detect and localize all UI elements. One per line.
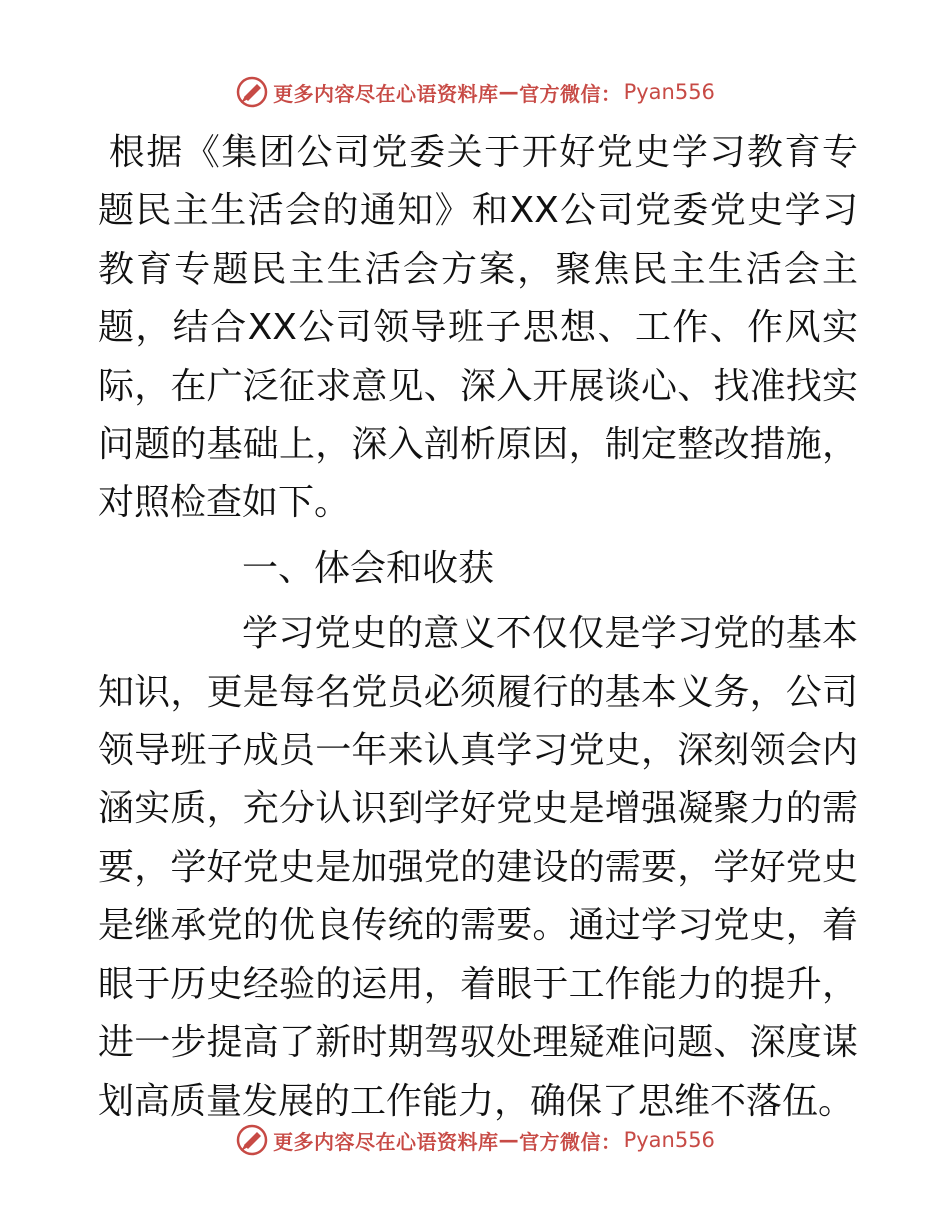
- watermark-dash: —: [498, 80, 520, 104]
- document-body: [98, 124, 858, 1131]
- watermark-wechat-label: 官方微信：: [519, 1129, 622, 1154]
- intro-paragraph: 根据《集团公司党委关于开好党史学习教育专题民主生活会的通知》和XX公司党委党史学习教育专题民主生活会方案，聚焦民主生活会主题，结合XX公司领导班子思想、工作、作风实际，在广泛征求意见、深入开展谈心、找准找实问题的基础上，深入剖析原因，制定整改措施，对照检查如下。: [98, 132, 858, 524]
- logo-icon: [235, 1123, 269, 1157]
- watermark-banner-top: [0, 70, 950, 114]
- watermark-wechat-id: Pyan556: [623, 1128, 715, 1152]
- watermark-dash: —: [498, 1128, 520, 1152]
- watermark-wechat-id: Pyan556: [623, 80, 715, 104]
- watermark-banner-bottom: [0, 1118, 950, 1162]
- section-heading: 一、体会和收获: [242, 547, 495, 589]
- watermark-wechat-label: 官方微信：: [519, 81, 622, 106]
- logo-icon: [235, 75, 269, 109]
- watermark-site: 更多内容尽在心语资料库: [273, 1129, 499, 1154]
- watermark-site: 更多内容尽在心语资料库: [273, 81, 499, 106]
- section-paragraph: 学习党史的意义不仅仅是学习党的基本知识，更是每名党员必须履行的基本义务，公司领导班子成员一年来认真学习党史，深刻领会内涵实质，充分认识到学好党史是增强凝聚力的需要，学好党史是加强党的建设的需要，学好党史是继承党的优良传统的需要。通过学习党史，着眼于历史经验的运用，着眼于工作能力的提升，进一步提高了新时期驾驭处理疑难问题、深度谋划高质量发展的工作能力，确保了思维不落伍。: [98, 613, 858, 1122]
